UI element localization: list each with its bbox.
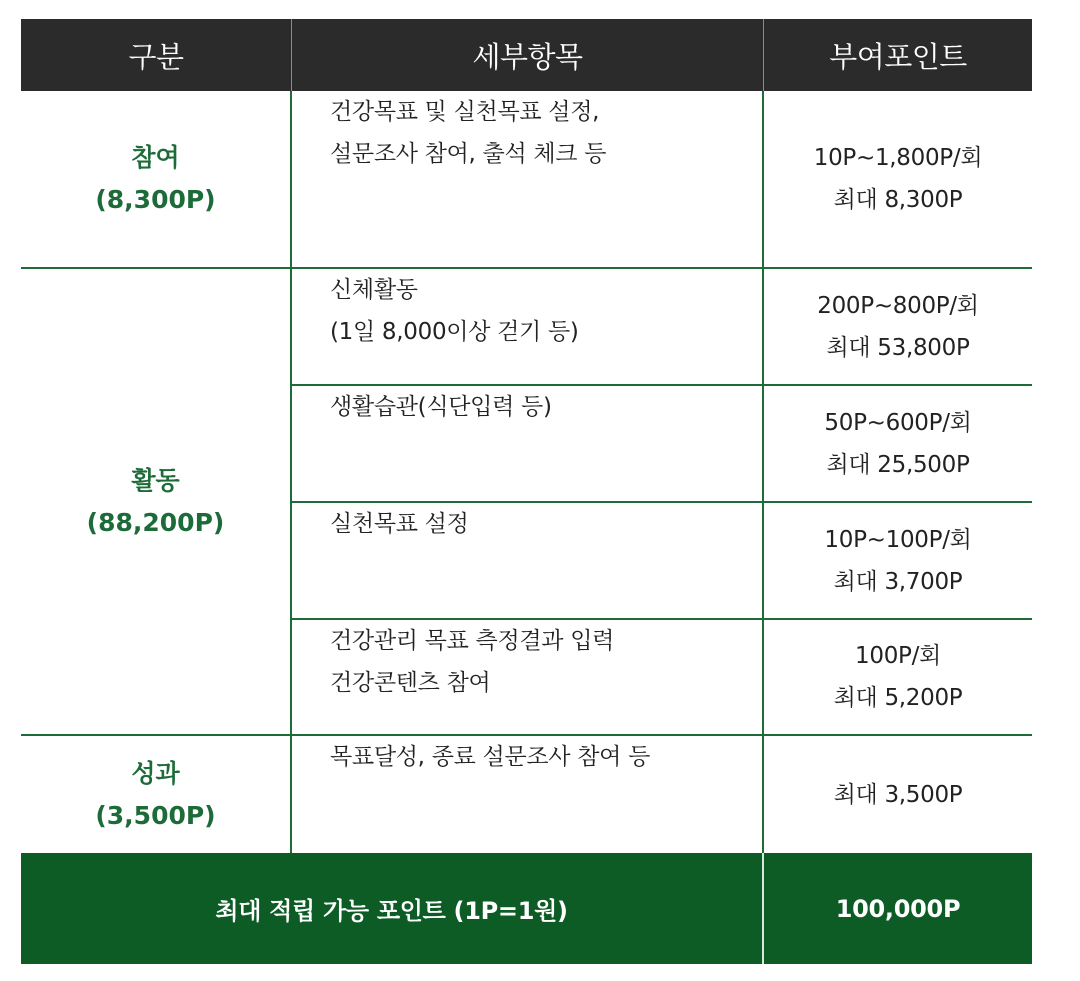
points-participation <box>764 91 1032 267</box>
points-rate: 50P~600P/회 <box>824 409 972 436</box>
category-points: (88,200P) <box>86 507 225 537</box>
points-max: 최대 3,700P <box>833 568 963 595</box>
points-max: 최대 25,500P <box>826 451 970 478</box>
footer-total-value: 100,000P <box>835 894 961 923</box>
points-physical-activity <box>764 269 1032 384</box>
category-label: 활동 <box>131 465 180 495</box>
footer-label: 최대 적립 가능 포인트 (1P=1원) <box>215 897 568 925</box>
points-table <box>21 19 1032 964</box>
detail-line: 생활습관(식단입력 등) <box>330 394 552 420</box>
points-practice-goal <box>764 503 1032 618</box>
detail-line: 건강콘텐츠 참여 <box>330 670 491 696</box>
points-lifestyle <box>764 386 1032 501</box>
detail-line: 목표달성, 종료 설문조사 참여 등 <box>330 744 650 770</box>
detail-line: 건강목표 및 실천목표 설정, <box>330 99 600 125</box>
detail-line: 신체활동 <box>330 277 418 303</box>
category-label: 참여 <box>131 143 180 172</box>
detail-line: 설문조사 참여, 출석 체크 등 <box>330 141 607 167</box>
detail-line: 건강관리 목표 측정결과 입력 <box>330 628 615 654</box>
category-points: (8,300P) <box>95 185 216 214</box>
detail-participation <box>292 91 762 267</box>
detail-practice-goal <box>292 503 762 618</box>
category-result <box>21 736 290 853</box>
detail-lifestyle <box>292 386 762 501</box>
points-rate: 200P~800P/회 <box>817 292 979 319</box>
detail-physical-activity <box>292 269 762 384</box>
header-category: 구분 <box>128 39 184 74</box>
table-header <box>21 19 1032 91</box>
category-participation <box>21 91 290 267</box>
table-footer <box>21 853 1032 964</box>
points-rate: 10P~100P/회 <box>824 526 972 553</box>
points-result <box>764 736 1032 853</box>
points-max: 최대 8,300P <box>833 187 963 213</box>
points-max: 최대 5,200P <box>833 685 963 711</box>
category-label: 성과 <box>131 758 180 788</box>
points-health-management <box>764 620 1032 734</box>
detail-line: (1일 8,000이상 걷기 등) <box>330 319 579 345</box>
points-rate: 10P~1,800P/회 <box>813 145 983 171</box>
points-max: 최대 53,800P <box>826 334 970 361</box>
detail-health-management <box>292 620 762 734</box>
header-points: 부여포인트 <box>829 39 967 74</box>
points-max: 최대 3,500P <box>833 781 963 808</box>
category-points: (3,500P) <box>95 800 216 830</box>
header-detail: 세부항목 <box>472 39 583 74</box>
points-rate: 100P/회 <box>855 643 941 669</box>
category-activity <box>21 269 290 734</box>
detail-result <box>292 736 762 853</box>
detail-line: 실천목표 설정 <box>330 511 469 537</box>
